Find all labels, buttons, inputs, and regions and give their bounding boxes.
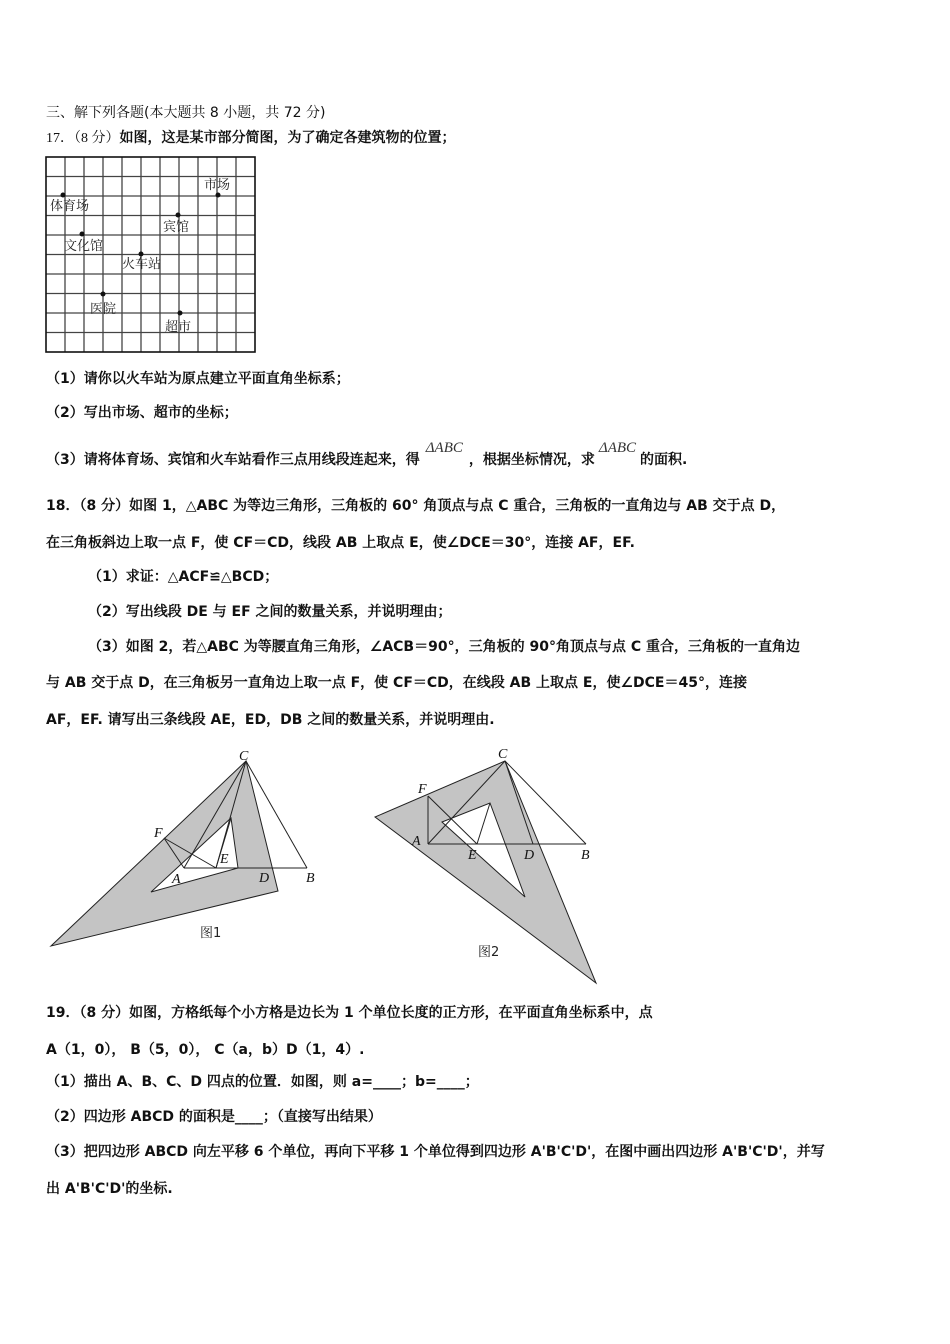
q18-line-3: （1）求证：△ACF≌△BCD； <box>88 569 279 585</box>
map-label-hotel: 宾馆 <box>163 220 190 235</box>
q19-line-1: 19．（8 分）如图，方格纸每个小方格是边长为 1 个单位长度的正方形，在平面直角坐标系中，点 <box>46 1005 653 1021</box>
fig1-point-e: E <box>220 852 229 867</box>
section-title: 三、解下列各题(本大题共 8 小题，共 72 分) <box>46 105 326 121</box>
q18-line-4: （2）写出线段 DE 与 EF 之间的数量关系，并说明理由； <box>88 604 452 620</box>
q17-triangle-abc: ΔABC <box>425 440 463 456</box>
q17-part-2: （2）写出市场、超市的坐标； <box>46 405 238 421</box>
fig1-point-a: A <box>172 872 181 887</box>
q17-number: 17． <box>46 131 74 146</box>
fig2-point-c: C <box>498 747 508 762</box>
map-dot-market <box>216 193 221 198</box>
q17-part-3-text-b: ，根据坐标情况，求 <box>468 452 595 468</box>
fig2-caption: 图2 <box>478 945 500 960</box>
fig2-point-e: E <box>468 848 477 863</box>
fig1-point-d: D <box>259 871 270 886</box>
q18-figure-1 <box>51 749 315 946</box>
q18-figure-2 <box>375 747 596 983</box>
q19-line-4: （2）四边形 ABCD 的面积是____；（直接写出结果） <box>46 1109 382 1125</box>
map-label-stadium: 体育场 <box>50 199 90 214</box>
q17-part-1: （1）请你以火车站为原点建立平面直角坐标系； <box>46 371 350 387</box>
q17-part-3-text-a: （3）请将体育场、宾馆和火车站看作三点用线段连起来，得 <box>46 452 420 468</box>
q19-line-3: （1）描出 A、B、C、D 四点的位置．如图，则 a=____；b=____； <box>46 1074 479 1090</box>
fig2-point-b: B <box>581 848 590 863</box>
q17-triangle-abc-2: ΔABC <box>598 440 637 456</box>
q18-line-6: 与 AB 交于点 D，在三角板另一直角边上取一点 F，使 CF＝CD，在线段 AB 上取点 E，使∠DCE＝45°，连接 <box>46 675 747 691</box>
fig1-point-b: B <box>306 871 315 886</box>
q19-line-5: （3）把四边形 ABCD 向左平移 6 个单位，再向下平移 1 个单位得到四边形 A'B'C'D'，在图中画出四边形 A'B'C'D'，并写 <box>46 1144 825 1160</box>
map-label-station: 火车站 <box>122 257 162 272</box>
q18-line-5: （3）如图 2，若△ABC 为等腰直角三角形，∠ACB＝90°，三角板的 90°角顶点与点 C 重合，三角板的一直角边 <box>88 639 800 655</box>
map-label-culture-hall: 文化馆 <box>64 239 104 254</box>
map-label-supermarket: 超市 <box>165 320 192 335</box>
fig2-point-d: D <box>524 848 535 863</box>
map-dot-stadium <box>61 193 66 198</box>
q19-line-6: 出 A'B'C'D'的坐标. <box>46 1181 173 1197</box>
fig1-point-f: F <box>154 826 163 841</box>
fig1-caption: 图1 <box>200 926 222 941</box>
map-dot-station <box>139 252 144 257</box>
fig1-point-c: C <box>239 749 249 764</box>
q19-line-2: A（1，0）， B（5，0）， C（a，b）D（1，4）. <box>46 1042 365 1058</box>
map-dot-supermarket <box>178 311 183 316</box>
map-label-market: 市场 <box>204 178 231 193</box>
q17-stem: 如图，这是某市部分简图，为了确定各建筑物的位置； <box>119 130 456 146</box>
q18-line-7: AF，EF. 请写出三条线段 AE，ED，DB 之间的数量关系，并说明理由. <box>46 712 495 728</box>
q18-line-1: 18．（8 分）如图 1，△ABC 为等边三角形，三角板的 60° 角顶点与点 C 重合，三角板的一直角边与 AB 交于点 D， <box>46 498 786 514</box>
q17-part-3 <box>46 440 688 469</box>
map-dot-hospital <box>101 292 106 297</box>
map-dot-hotel <box>176 213 181 218</box>
map-dot-culture-hall <box>80 232 85 237</box>
map-label-hospital: 医院 <box>90 302 117 317</box>
q17-part-3-text-c: 的面积. <box>640 452 688 468</box>
fig2-point-f: F <box>418 782 427 797</box>
fig2-point-a: A <box>412 834 421 849</box>
q17-score: （8 分） <box>74 131 120 146</box>
q18-line-2: 在三角板斜边上取一点 F，使 CF＝CD，线段 AB 上取点 E，使∠DCE＝30°，连接 AF，EF. <box>46 535 635 551</box>
